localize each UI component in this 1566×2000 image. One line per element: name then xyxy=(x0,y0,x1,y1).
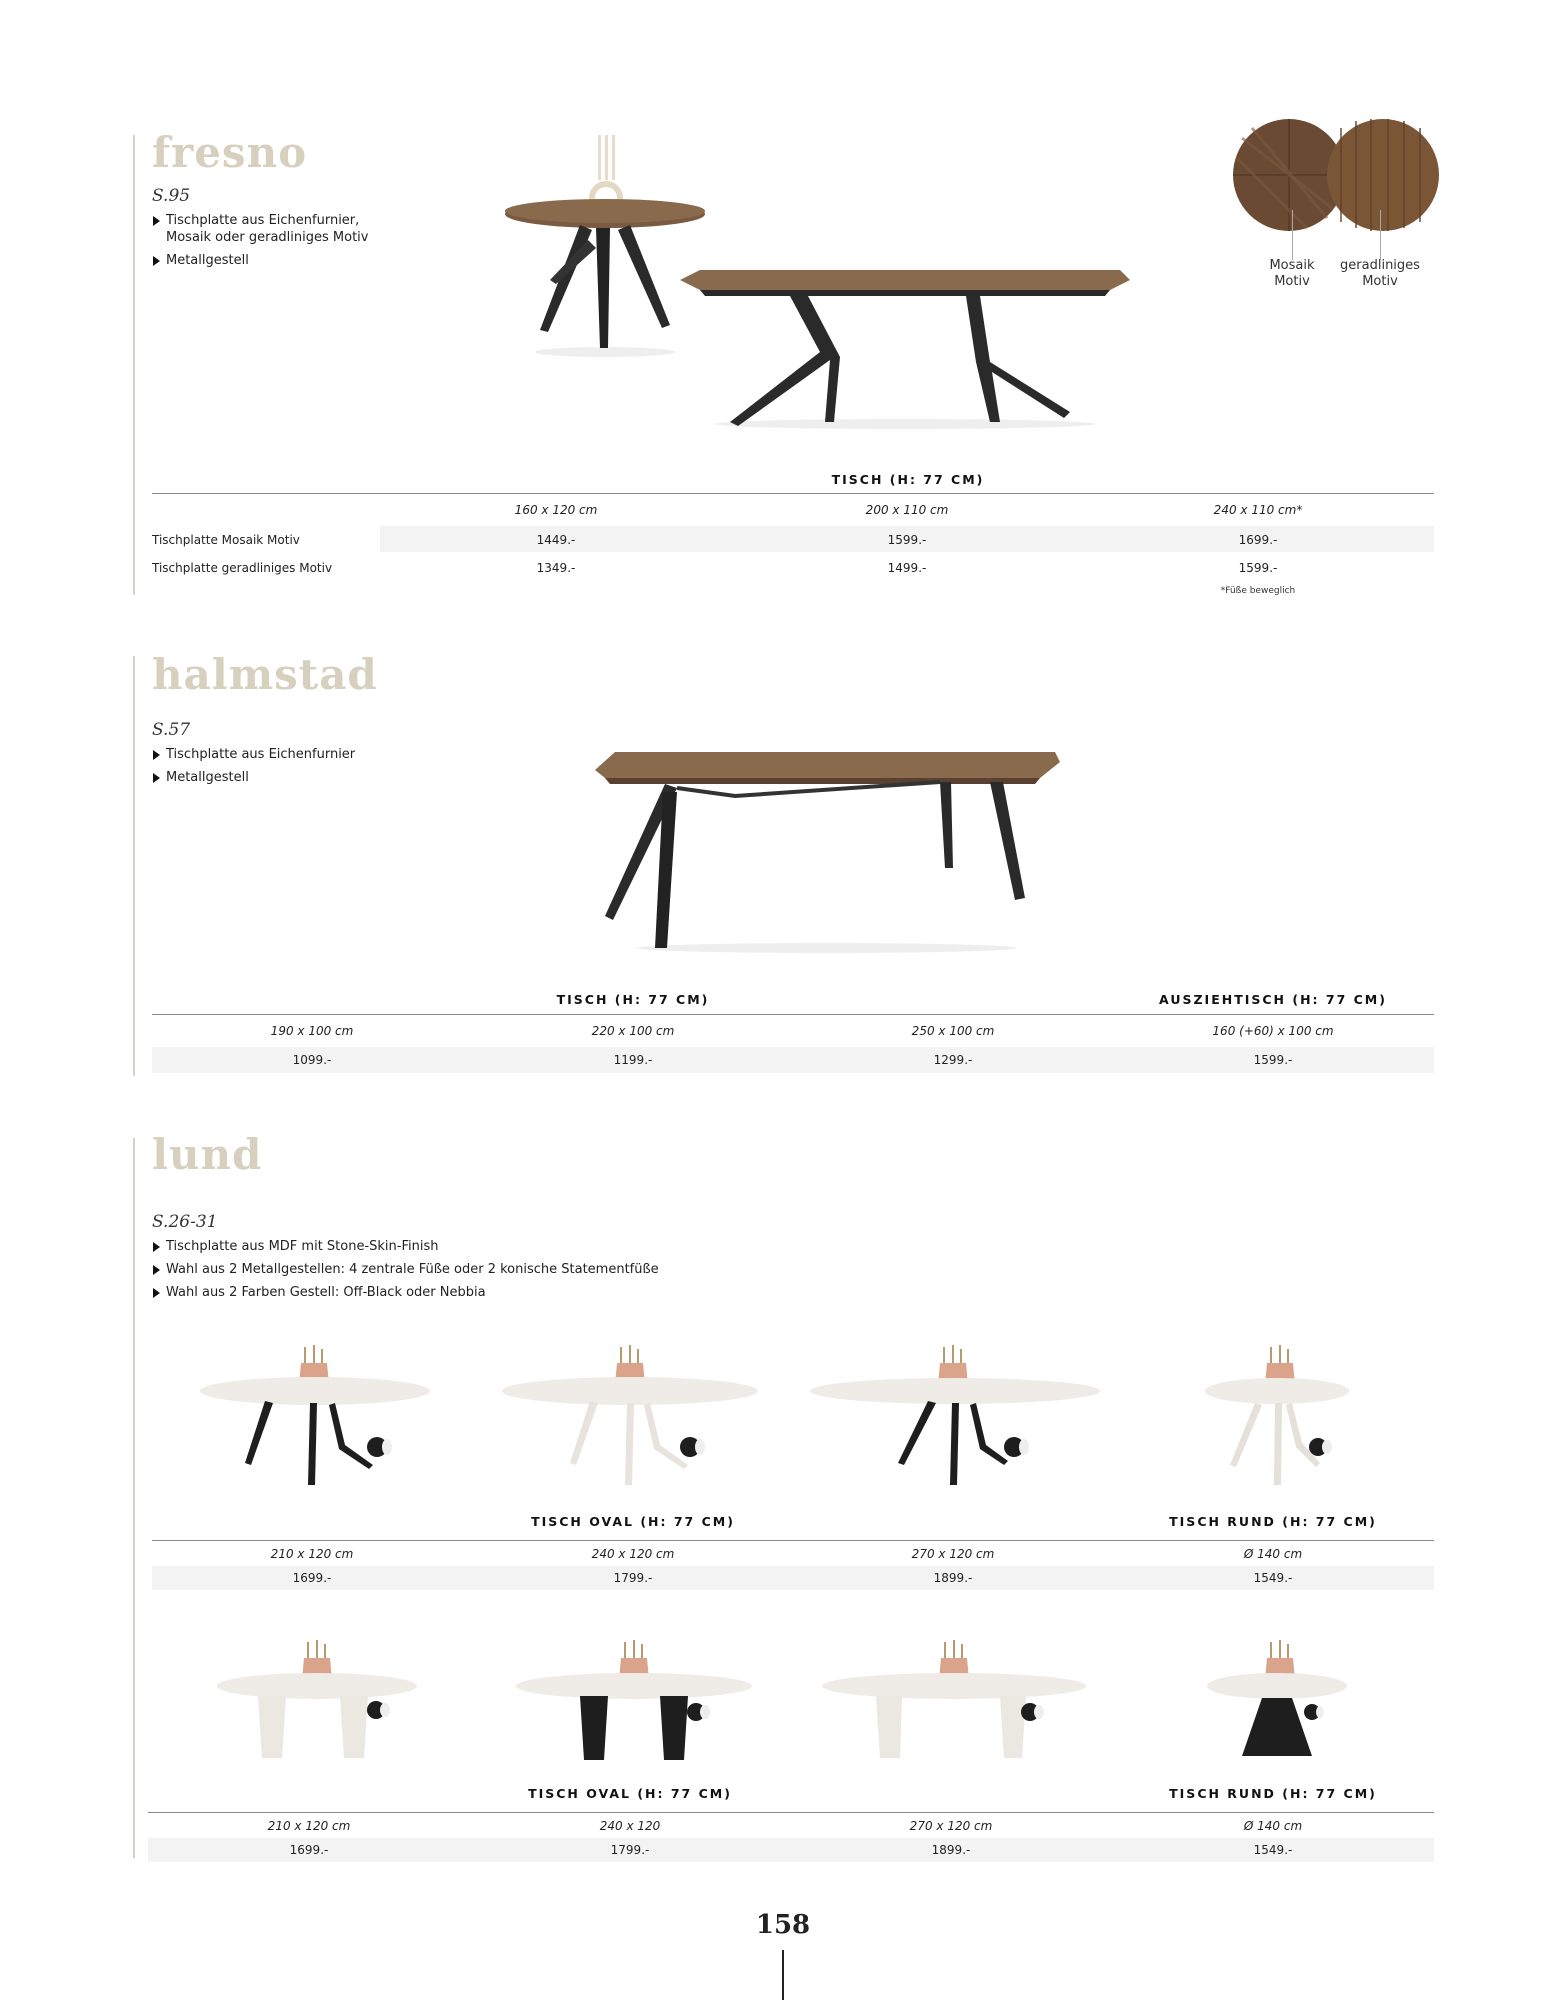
table-rule xyxy=(152,1014,1434,1015)
table-caption: TISCH RUND (H: 77 CM) xyxy=(1169,1786,1377,1801)
size-header: Ø 140 cm xyxy=(1243,1819,1303,1833)
price-cell: 1599.- xyxy=(1253,1053,1293,1067)
size-header: 240 x 120 xyxy=(599,1819,661,1833)
price-cell: 1299.- xyxy=(933,1053,973,1067)
price-cell: 1349.- xyxy=(536,561,576,575)
lund-round-table-white-legs-image xyxy=(1200,1345,1350,1495)
price-cell: 1899.- xyxy=(933,1571,973,1585)
size-header: 270 x 120 cm xyxy=(909,1819,993,1833)
size-header: 160 (+60) x 100 cm xyxy=(1212,1024,1334,1038)
price-cell: 1499.- xyxy=(887,561,927,575)
table-caption: TISCH RUND (H: 77 CM) xyxy=(1169,1514,1377,1529)
table-caption: AUSZIEHTISCH (H: 77 CM) xyxy=(1159,992,1387,1007)
table-caption: TISCH (H: 77 CM) xyxy=(556,992,710,1007)
feature-item: Tischplatte aus Eichenfurnier xyxy=(152,746,412,763)
swatch-pointer xyxy=(1292,210,1293,260)
page-reference-lund: S.26-31 xyxy=(152,1212,218,1232)
size-header: 190 x 100 cm xyxy=(270,1024,354,1038)
product-title-fresno: fresno xyxy=(152,128,308,177)
feature-item: Tischplatte aus Eichenfurnier, Mosaik oder geradliniges Motiv xyxy=(152,212,392,246)
fresno-round-table-image xyxy=(500,130,710,360)
page-reference-fresno: S.95 xyxy=(152,186,191,206)
price-cell: 1599.- xyxy=(887,533,927,547)
table-rule xyxy=(148,1812,1434,1813)
price-cell: 1799.- xyxy=(613,1571,653,1585)
product-title-halmstad: halmstad xyxy=(152,650,378,699)
size-header: 200 x 110 cm xyxy=(865,503,949,517)
price-cell: 1549.- xyxy=(1253,1843,1293,1857)
table-rule xyxy=(152,493,1434,494)
feature-item: Metallgestell xyxy=(152,252,392,269)
table-row-band xyxy=(152,1047,1434,1073)
row-label: Tischplatte Mosaik Motiv xyxy=(152,533,300,547)
lund-oval-table-white-legs-image xyxy=(500,1345,765,1495)
table-caption: TISCH (H: 77 CM) xyxy=(831,472,985,487)
page-divider xyxy=(782,1950,784,2000)
feature-list-lund xyxy=(152,1238,712,1307)
product-title-lund: lund xyxy=(152,1130,263,1179)
feature-item: Wahl aus 2 Farben Gestell: Off-Black oder Nebbia xyxy=(152,1284,712,1301)
page-reference-halmstad: S.57 xyxy=(152,720,191,740)
section-bar-fresno xyxy=(133,135,135,595)
size-header: 240 x 120 cm xyxy=(591,1547,675,1561)
wood-swatch-geradlinig xyxy=(1326,118,1440,232)
size-header: 210 x 120 cm xyxy=(270,1547,354,1561)
feature-list-halmstad xyxy=(152,746,412,792)
size-header: Ø 140 cm xyxy=(1243,1547,1303,1561)
section-bar-lund xyxy=(133,1138,135,1858)
lund-oval-table-white-conical-feet-image xyxy=(210,1640,425,1770)
size-header: 210 x 120 cm xyxy=(267,1819,351,1833)
table-row-band xyxy=(152,1566,1434,1590)
lund-oval-table-black-conical-feet-image xyxy=(512,1640,754,1770)
swatch-label-mosaik: Mosaik Motiv xyxy=(1269,258,1315,289)
table-caption: TISCH OVAL (H: 77 CM) xyxy=(531,1514,735,1529)
feature-item: Tischplatte aus MDF mit Stone-Skin-Finish xyxy=(152,1238,712,1255)
price-cell: 1549.- xyxy=(1253,1571,1293,1585)
halmstad-table-image xyxy=(595,748,1060,958)
feature-item: Wahl aus 2 Metallgestellen: 4 zentrale Füße oder 2 konische Statementfüße xyxy=(152,1261,712,1278)
footnote: *Füße beweglich xyxy=(1220,586,1296,596)
table-caption: TISCH OVAL (H: 77 CM) xyxy=(528,1786,732,1801)
price-cell: 1199.- xyxy=(613,1053,653,1067)
page-number: 158 xyxy=(755,1910,811,1940)
price-cell: 1699.- xyxy=(292,1571,332,1585)
swatch-label-geradlinig: geradliniges Motiv xyxy=(1340,258,1420,289)
price-cell: 1699.- xyxy=(289,1843,329,1857)
price-cell: 1899.- xyxy=(931,1843,971,1857)
table-row-band xyxy=(148,1838,1434,1862)
price-cell: 1599.- xyxy=(1238,561,1278,575)
price-cell: 1449.- xyxy=(536,533,576,547)
size-header: 270 x 120 cm xyxy=(911,1547,995,1561)
size-header: 250 x 100 cm xyxy=(911,1024,995,1038)
feature-list-fresno xyxy=(152,212,392,275)
swatch-pointer xyxy=(1380,210,1381,260)
row-label: Tischplatte geradliniges Motiv xyxy=(152,561,333,575)
lund-round-table-black-cone-base-image xyxy=(1200,1640,1350,1770)
size-header: 220 x 100 cm xyxy=(591,1024,675,1038)
fresno-rectangular-table-image xyxy=(680,262,1130,432)
feature-item: Metallgestell xyxy=(152,769,412,786)
size-header: 160 x 120 cm xyxy=(514,503,598,517)
price-cell: 1099.- xyxy=(292,1053,332,1067)
lund-long-oval-table-black-legs-image xyxy=(808,1345,1103,1495)
section-bar-halmstad xyxy=(133,656,135,1076)
price-cell: 1699.- xyxy=(1238,533,1278,547)
lund-long-oval-table-white-conical-feet-image xyxy=(820,1640,1088,1770)
size-header: 240 x 110 cm* xyxy=(1213,503,1303,517)
table-rule xyxy=(152,1540,1434,1541)
price-cell: 1799.- xyxy=(610,1843,650,1857)
lund-oval-table-black-legs-image xyxy=(195,1345,435,1495)
